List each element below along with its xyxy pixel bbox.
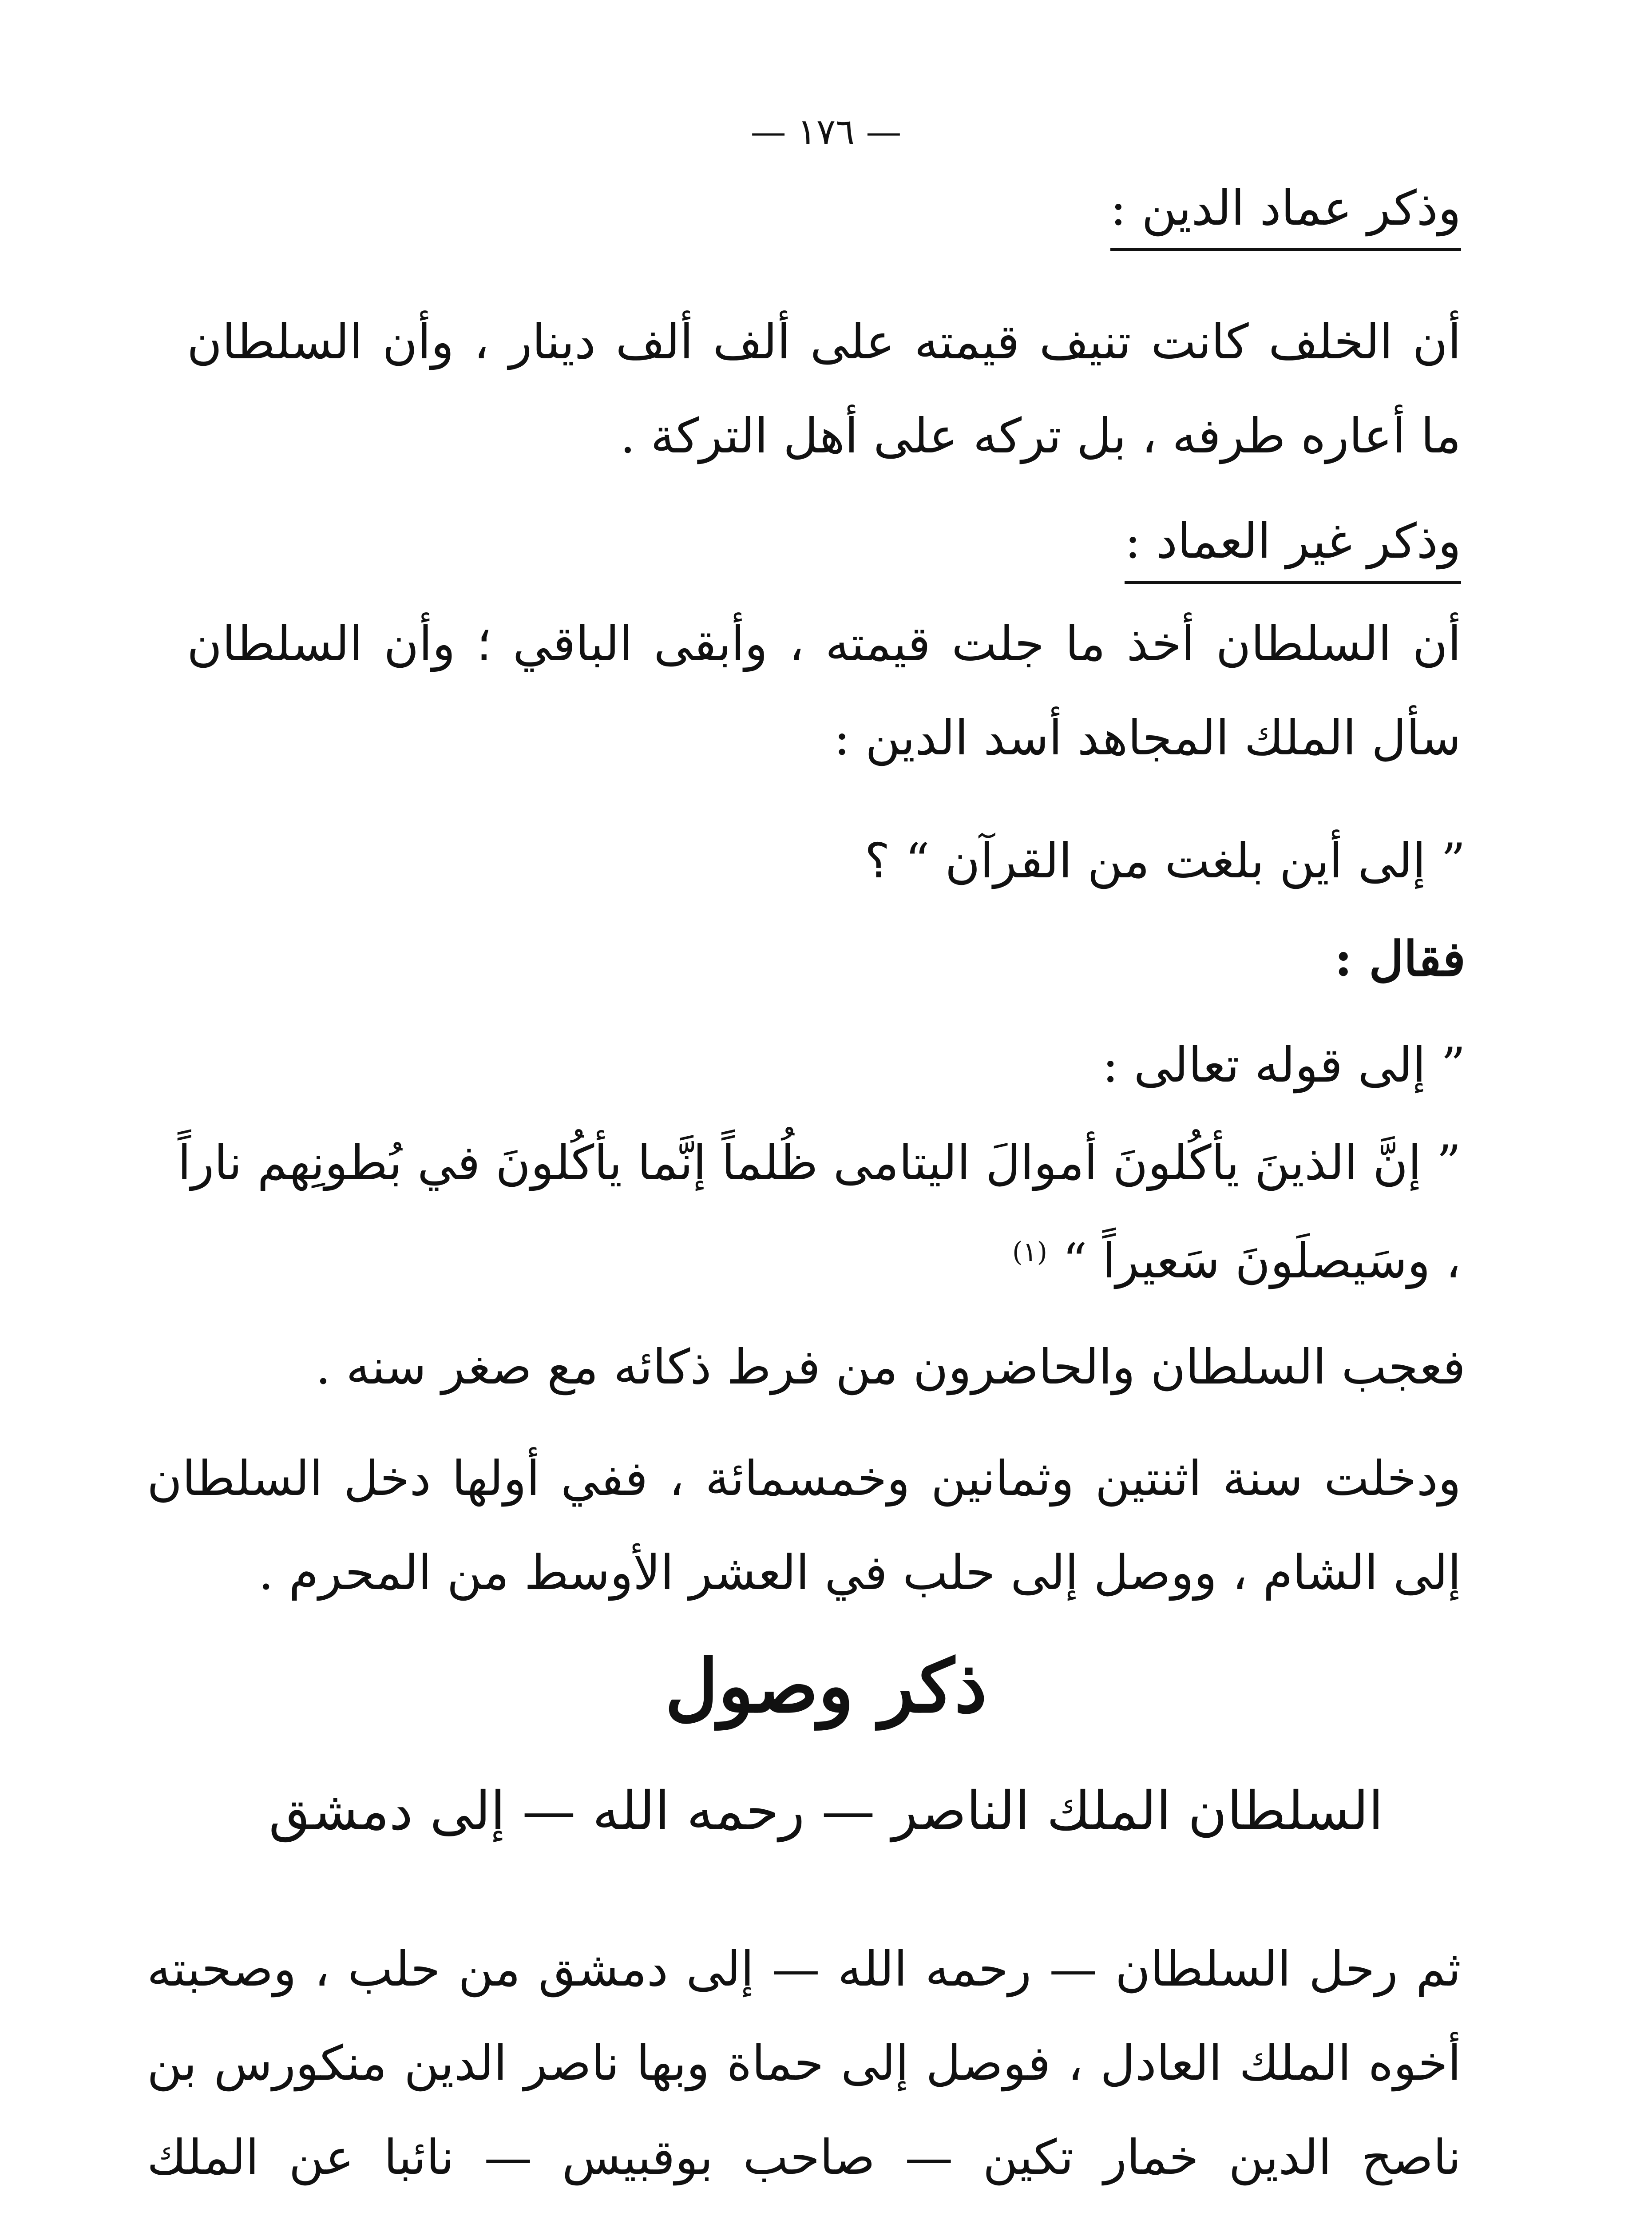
section2-paragraph: أن السلطان أخذ ما جلت قيمته ، وأبقى الباقي ؛ وأن السلطان سأل الملك المجاهد أسد الدين :: [187, 616, 1461, 766]
section-title: ذكر وصول: [665, 1643, 987, 1729]
footnote-reference: (١): [1012, 1237, 1048, 1268]
section2-heading: وذكر غير العماد :: [1125, 511, 1461, 584]
reply-intro: فقال :: [1334, 931, 1466, 987]
quran-verse: [147, 1119, 1461, 1306]
section1-paragraph: أن الخلف كانت تنيف قيمته على ألف ألف دينار ، وأن السلطان ما أعاره طرفه ، بل تركه على أهل التركة .: [187, 314, 1461, 464]
section1-heading: وذكر عماد الدين :: [1110, 178, 1461, 251]
wonder-paragraph: فعجب السلطان والحاضرون من فرط ذكائه مع صغر سنه .: [315, 1340, 1466, 1395]
section-subtitle: السلطان الملك الناصر — رحمه الله — إلى دمشق: [269, 1780, 1383, 1842]
reply-line: ” إلى قوله تعالى :: [1102, 1038, 1466, 1093]
question-line: ” إلى أين بلغت من القرآن “ ؟: [864, 833, 1466, 889]
page-number: — ١٧٦ —: [750, 111, 902, 152]
final-paragraph: ثم رحل السلطان — رحمه الله — إلى دمشق من حلب ، وصحبته أخوه الملك العادل ، فوصل إلى حماة وبها ناصر الدين منكورس بن ناصح الدين خمار تكين — صاحب بوقبيس — نائبا عن الملك: [147, 1942, 1461, 2185]
year-paragraph: ودخلت سنة اثنتين وثمانين وخمسمائة ، ففي أولها دخل السلطان إلى الشام ، ووصل إلى حلب في العشر الأوسط من المحرم .: [147, 1451, 1461, 1601]
verse-text: ” إنَّ الذينَ يأكُلونَ أموالَ اليتامى ظُلماً إنَّما يأكُلونَ في بُطونِهم ناراً ، وسَيصلَونَ سَعيراً “: [178, 1135, 1461, 1289]
